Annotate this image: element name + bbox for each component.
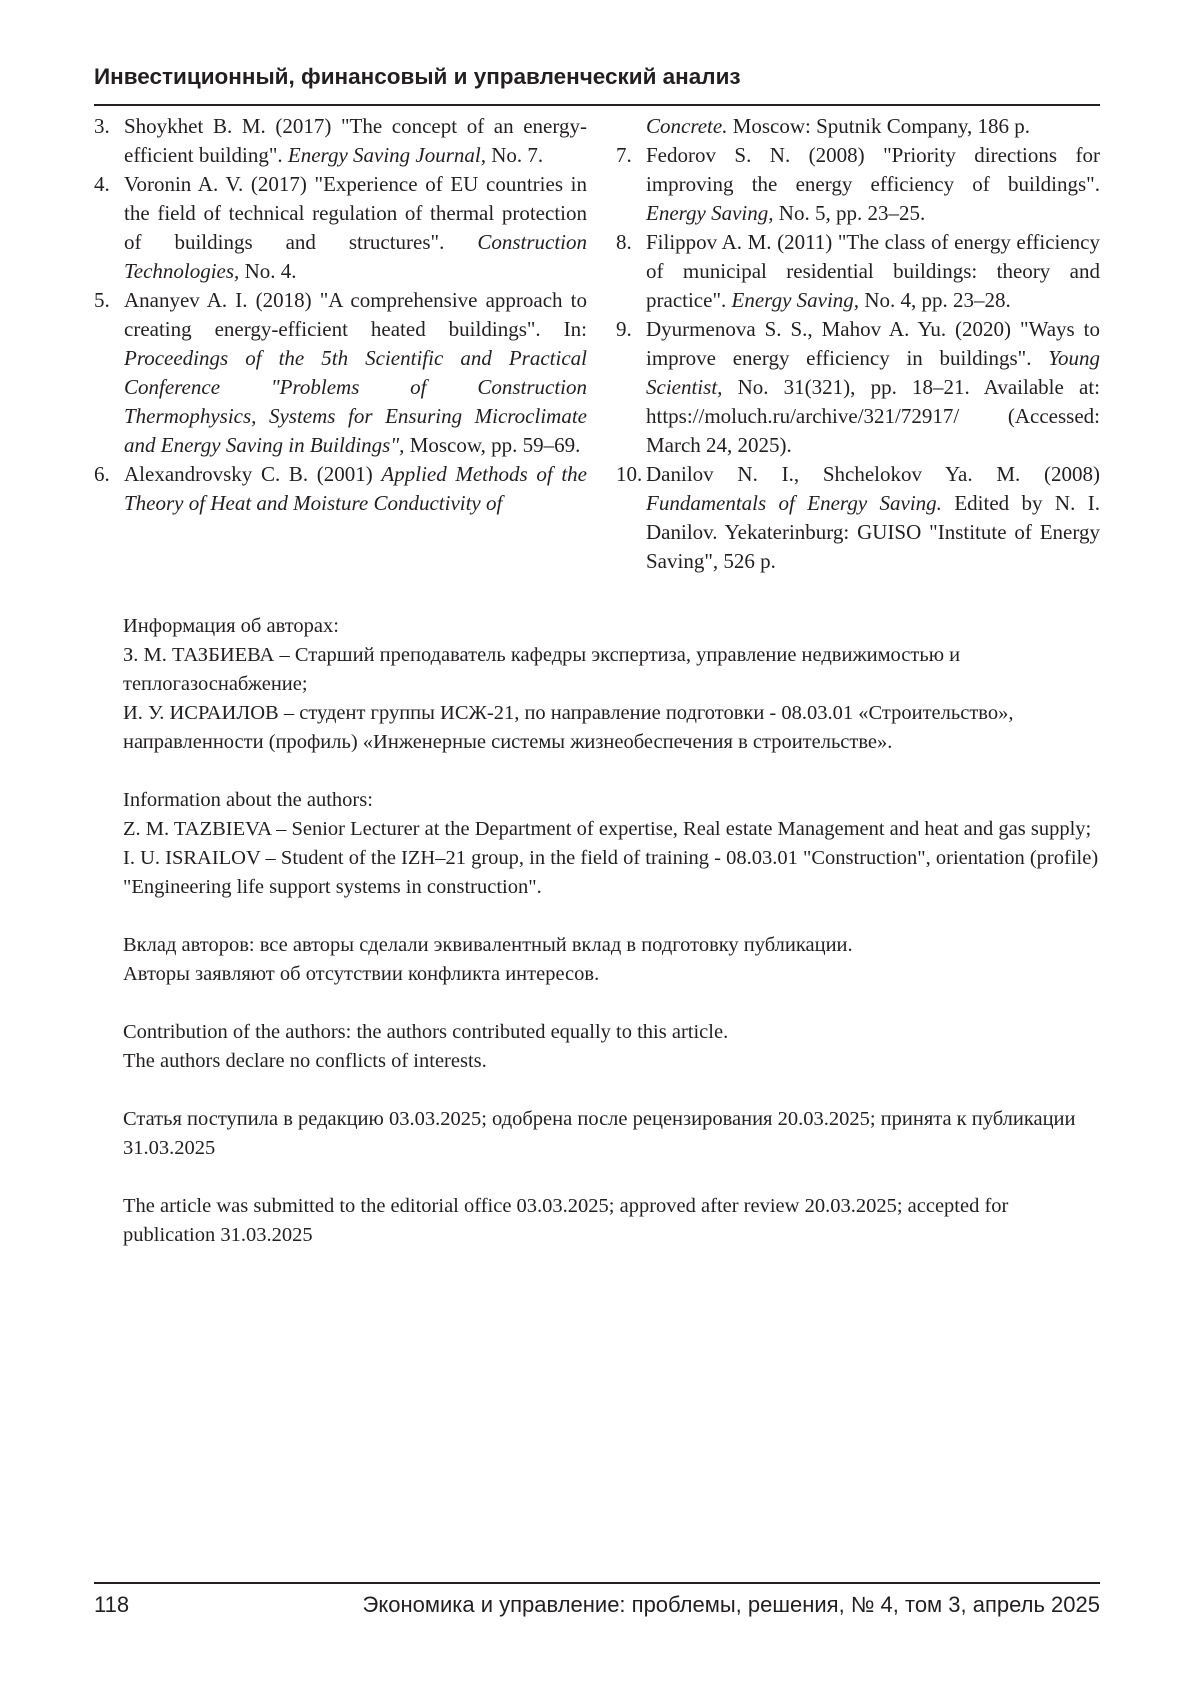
reference-item bbox=[616, 460, 1100, 576]
reference-text: Moscow: Sputnik Company, 186 p. bbox=[727, 114, 1030, 138]
info-line: И. У. ИСРАИЛОВ – студент группы ИСЖ-21, по направление подготовки - 08.03.01 «Строительство», направленности (профиль) «Инженерные системы жизнеобеспечения в строительстве». bbox=[123, 699, 1100, 757]
reference-item bbox=[616, 141, 1100, 228]
info-line: I. U. ISRAILOV – Student of the IZH–21 group, in the field of training - 08.03.01 "Construction", orientation (profile) "Engineering life support systems in construction". bbox=[123, 844, 1100, 902]
info-paragraph bbox=[123, 1192, 1100, 1250]
reference-number: 6. bbox=[94, 460, 110, 489]
reference-text: Alexandrovsky C. B. (2001) bbox=[124, 462, 381, 486]
reference-source-italic: Concrete. bbox=[646, 114, 727, 138]
reference-item bbox=[616, 315, 1100, 460]
info-line: The authors declare no conflicts of interests. bbox=[123, 1047, 1100, 1076]
reference-number: 4. bbox=[94, 170, 110, 199]
reference-text: Edited by N. I. Danilov. Yekaterinburg: GUISO "Institute of Energy Saving", 526 p. bbox=[646, 491, 1100, 573]
info-line: Z. M. TAZBIEVA – Senior Lecturer at the Department of expertise, Real estate Management and heat and gas supply; bbox=[123, 815, 1100, 844]
reference-number: 10. bbox=[616, 460, 642, 489]
reference-item bbox=[616, 228, 1100, 315]
reference-text: Ananyev A. I. (2018) "A comprehensive approach to creating energy-efficient heated buildings". In: bbox=[124, 288, 587, 341]
reference-source-italic: Proceedings of the 5th Scientific and Practical Conference "Problems of Construction Thermophysics, Systems for Ensuring Microclimate and Energy Saving in Buildings", bbox=[124, 346, 587, 457]
reference-item bbox=[94, 460, 587, 518]
header-rule bbox=[94, 104, 1100, 106]
info-line: Авторы заявляют об отсутствии конфликта интересов. bbox=[123, 960, 1100, 989]
info-paragraph bbox=[123, 786, 1100, 902]
running-header: Инвестиционный, финансовый и управленческий анализ bbox=[94, 64, 741, 90]
reference-text: Voronin A. V. (2017) "Experience of EU countries in the field of technical regulation of thermal protection of buildings and structures". bbox=[124, 172, 587, 254]
references-left-column bbox=[94, 112, 587, 518]
author-info-section bbox=[123, 612, 1100, 1279]
info-line: Вклад авторов: все авторы сделали эквивалентный вклад в подготовку публикации. bbox=[123, 931, 1100, 960]
footer-rule bbox=[94, 1582, 1100, 1584]
info-paragraph bbox=[123, 1105, 1100, 1163]
reference-source-italic: Young Scientist, bbox=[646, 346, 1100, 399]
reference-text: No. 7. bbox=[486, 143, 543, 167]
page-number: 118 bbox=[94, 1592, 129, 1618]
info-line: Статья поступила в редакцию 03.03.2025; одобрена после рецензирования 20.03.2025; принята к публикации 31.03.2025 bbox=[123, 1105, 1100, 1163]
reference-text: No. 4, pp. 23–28. bbox=[859, 288, 1011, 312]
reference-text: Fedorov S. N. (2008) "Priority directions for improving the energy efficiency of buildings". bbox=[646, 143, 1100, 196]
reference-text: Shoykhet B. M. (2017) "The concept of an energy-efficient building". bbox=[124, 114, 587, 167]
reference-source-italic: Fundamentals of Energy Saving. bbox=[646, 491, 942, 515]
reference-continuation bbox=[616, 112, 1100, 141]
reference-text: No. 31(321), pp. 18–21. Available at: https://moluch.ru/archive/321/72917/ (Accessed: March 24, 2025). bbox=[646, 375, 1100, 457]
reference-text: Moscow, pp. 59–69. bbox=[404, 433, 580, 457]
reference-source-italic: Energy Saving, bbox=[646, 201, 774, 225]
reference-text: Dyurmenova S. S., Mahov A. Yu. (2020) "Ways to improve energy efficiency in buildings". bbox=[646, 317, 1100, 370]
reference-source-italic: Applied Methods of the Theory of Heat and Moisture Conductivity of bbox=[124, 462, 587, 515]
references-right-column bbox=[616, 112, 1100, 576]
reference-source-italic: Energy Saving Journal, bbox=[288, 143, 486, 167]
reference-item bbox=[94, 286, 587, 460]
info-line: The article was submitted to the editorial office 03.03.2025; approved after review 20.03.2025; accepted for publication 31.03.2025 bbox=[123, 1192, 1100, 1250]
reference-number: 5. bbox=[94, 286, 110, 315]
reference-item bbox=[94, 112, 587, 170]
reference-text: Danilov N. I., Shchelokov Ya. M. (2008) bbox=[646, 462, 1100, 486]
info-line: Information about the authors: bbox=[123, 786, 1100, 815]
reference-text: No. 4. bbox=[239, 259, 296, 283]
info-line: Contribution of the authors: the authors contributed equally to this article. bbox=[123, 1018, 1100, 1047]
info-paragraph bbox=[123, 1018, 1100, 1076]
reference-text: Filippov A. M. (2011) "The class of energy efficiency of municipal residential buildings: theory and practice". bbox=[646, 230, 1100, 312]
reference-number: 9. bbox=[616, 315, 632, 344]
reference-number: 8. bbox=[616, 228, 632, 257]
info-line: З. М. ТАЗБИЕВА – Старший преподаватель кафедры экспертиза, управление недвижимостью и теплогазоснабжение; bbox=[123, 641, 1100, 699]
info-line: Информация об авторах: bbox=[123, 612, 1100, 641]
info-paragraph bbox=[123, 612, 1100, 757]
reference-item bbox=[94, 170, 587, 286]
reference-number: 3. bbox=[94, 112, 110, 141]
reference-source-italic: Energy Saving, bbox=[732, 288, 860, 312]
reference-text: No. 5, pp. 23–25. bbox=[774, 201, 926, 225]
info-paragraph bbox=[123, 931, 1100, 989]
reference-source-italic: Construction Technologies, bbox=[124, 230, 587, 283]
reference-number: 7. bbox=[616, 141, 632, 170]
journal-footer: Экономика и управление: проблемы, решения, № 4, том 3, апрель 2025 bbox=[363, 1592, 1100, 1618]
